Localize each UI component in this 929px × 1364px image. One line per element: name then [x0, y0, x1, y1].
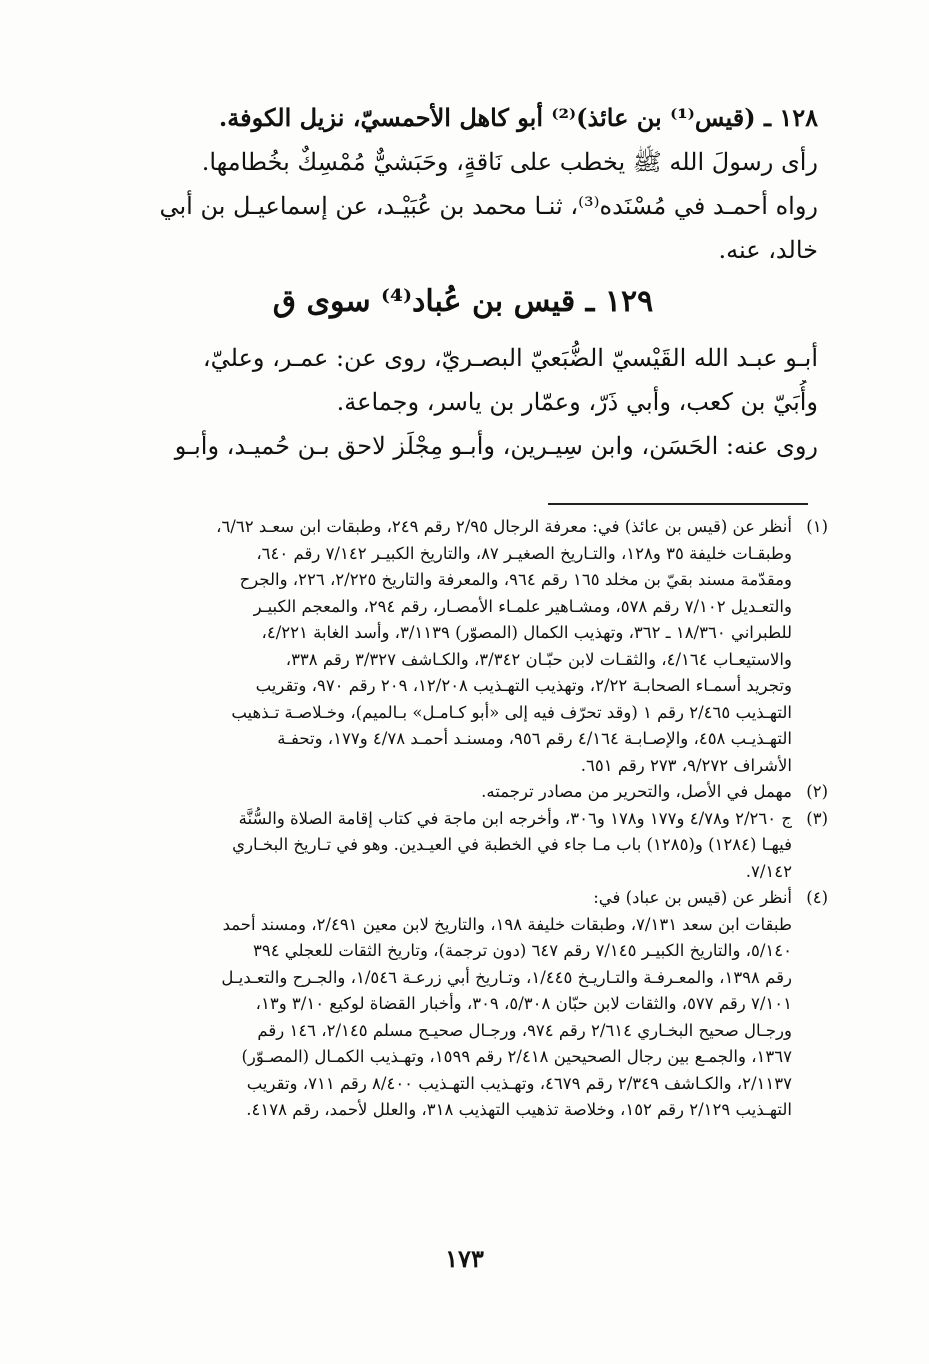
- entry-129-line: وأُبَيّ بن كعب، وأبي ذَرّ، وعمّار بن ياسر، وجماعة.: [336, 388, 818, 416]
- entry-128: [108, 96, 818, 272]
- footnote-line: أنظر عن (قيس بن عائذ) في: معرفة الرجال ٢/٩٥ رقم ٢٤٩، وطبقات ابن سعـد ٦/٦٢،: [216, 517, 792, 536]
- footnote-line: فيهـا (١٢٨٤) و(١٢٨٥) باب مـا جاء في الخطبة في العيـدين. وهو في تـاريخ البخـاري: [232, 835, 792, 854]
- footnote-1: [108, 514, 828, 779]
- entry-129-line: أبـو عبـد الله القَيْسيّ الضُّبَعيّ البصـريّ، روى عن: عمـر، وعليّ،: [202, 344, 818, 372]
- footnote-line: التهـذيب ٢/١٢٩ رقم ١٥٢، وخلاصة تذهيب التهذيب ٣١٨، والعلل لأحمد، رقم ٤١٧٨.: [246, 1100, 792, 1119]
- footnote-line: التهـذيـب ٤٥٨، والإصـابـة ٤/١٦٤ رقم ٩٥٦، ومسنـد أحمـد ٤/٧٨ و١٧٧، وتحفـة: [277, 729, 792, 748]
- footnote-line: وتجريد أسمـاء الصحابـة ٢/٢٢، وتهذيب التهـذيب ١٢/٢٠٨، ٢٠٩ رقم ٩٧٠، وتقريب: [255, 676, 792, 695]
- footnote-body: [108, 514, 792, 779]
- footnote-line: أنظر عن (قيس بن عباد) في:: [593, 888, 792, 907]
- page-number: ١٧٣: [445, 1244, 484, 1273]
- entry-128-heading-line: ١٢٨ ـ (قيس⁽¹⁾ بن عائذ)⁽²⁾ أبو كاهل الأحمسيّ، نزيل الكوفة.: [218, 103, 818, 132]
- footnote-body: [108, 806, 792, 886]
- entry-128-line: خالد، عنه.: [718, 236, 818, 264]
- footnote-line: والتعـديل ٧/١٠٢ رقم ٥٧٨، ومشـاهير علمـاء الأمصـار، رقم ٢٩٤، والمعجم الكبيـر: [253, 596, 792, 616]
- footnote-line: ٧/١٠١ رقم ٥٧٧، والثقات لابن حبّان ٥/٣٠٨، ٣٠٩، وأخبار القضاة لوكيع ٣/١٠ و١٣،: [255, 994, 792, 1013]
- footnote-line: طبقات ابن سعد ٧/١٣١، وطبقات خليفة ١٩٨، والتاريخ لابن معين ٢/٤٩١، ومسند أحمد: [222, 914, 792, 934]
- footnote-number: (١): [806, 517, 828, 536]
- footnote-line: ٧/١٤٢.: [745, 861, 792, 881]
- footnote-4: [108, 885, 828, 1124]
- footnote-line: وطبقـات خليفة ٣٥ و١٢٨، والتـاريخ الصغيـر ٨٧، والتاريخ الكبيـر ٧/١٤٢ رقم ٦٤٠،: [256, 543, 792, 563]
- footnote-body: [108, 885, 792, 1124]
- footnote-line: ١٣٦٧، والجمـع بين رجال الصحيحين ٢/٤١٨ رقم ١٥٩٩، وتهـذيب الكمـال (المصـوّر): [241, 1047, 792, 1066]
- entry-128-line: رأى رسولَ الله ﷺ يخطب على نَاقةٍ، وحَبَشيٌّ مُمْسِكٌ بخُطامها.: [201, 148, 818, 176]
- footnote-line: ومقدّمة مسند بقيّ بن مخلد ١٦٥ رقم ٩٦٤، والمعرفة والتاريخ ٢/٢٢٥، ٢٢٦، والجرح: [239, 570, 792, 589]
- footnote-3: [108, 806, 828, 886]
- footnote-line: ورجـال صحيح البخـاري ٢/٦١٤ رقم ٩٧٤، ورجـال صحيـح مسلم ٢/١٤٥، ١٤٦ رقم: [257, 1020, 792, 1040]
- footnote-line: ٢/١١٣٧، والكـاشف ٢/٣٤٩ رقم ٤٦٧٩، وتهـذيب التهـذيب ٨/٤٠٠ رقم ٧١١، وتقريب: [246, 1073, 792, 1093]
- footnote-number: (٢): [806, 782, 828, 801]
- footnote-line: ج ٢/٢٦٠ و٤/٧٨ و١٧٧ و١٧٨ و٣٠٦، وأخرجه ابن ماجة في كتاب إقامة الصلاة والسُّنَّة: [238, 808, 792, 828]
- footnote-number: (٣): [806, 808, 828, 828]
- footnote-line: مهمل في الأصل، والتحرير من مصادر ترجمته.: [481, 782, 792, 801]
- footnote-line: ٥/١٤٠، والتاريخ الكبيـر ٧/١٤٥ رقم ٦٤٧ (دون ترجمة)، وتاريخ الثقات للعجلي ٣٩٤: [252, 941, 792, 960]
- footnote-number: (٤): [806, 888, 828, 907]
- footnote-line: التهـذيب ٢/٤٦٥ رقم ١ (وقد تحرّف فيه إلى «أبو كـامـل» بـالميم)، وخـلاصـة تـذهيب: [231, 702, 792, 722]
- footnote-2: [108, 779, 828, 806]
- entry-129-line: روى عنه: الحَسَن، وابن سِيـرين، وأبـو مِجْلَز لاحق بـن حُميـد، وأبـو: [174, 432, 818, 460]
- footnote-divider: [548, 503, 808, 505]
- footnote-line: الأشراف ٩/٢٧٢، ٢٧٣ رقم ٦٥١.: [580, 755, 792, 775]
- entry-129: [108, 336, 818, 468]
- footnote-line: رقم ١٣٩٨، والمعـرفـة والتـاريـخ ١/٤٤٥، وتـاريخ أبي زرعـة ١/٥٤٦، والجـرح والتعـديـل: [221, 967, 792, 987]
- footnote-line: والاستيعـاب ٤/١٦٤، والثقـات لابن حبّـان ٣/٣٤٢، والكـاشف ٣/٣٢٧ رقم ٣٣٨،: [285, 649, 792, 669]
- footnote-body: [108, 779, 792, 806]
- footnote-line: للطبراني ١٨/٣٦٠ ـ ٣٦٢، وتهذيب الكمال (المصوّر) ٣/١١٣٩، وأسد الغابة ٤/٢٢١،: [261, 623, 792, 642]
- footnotes: [108, 514, 828, 1124]
- entry-129-heading: ١٢٩ ـ قيس بن عُباد⁽⁴⁾ سوى ق: [272, 284, 654, 319]
- entry-128-line: رواه أحمـد في مُسْنَده⁽³⁾، ثنـا محمد بن عُبَيْـد، عن إسماعيـل بن أبي: [159, 192, 818, 220]
